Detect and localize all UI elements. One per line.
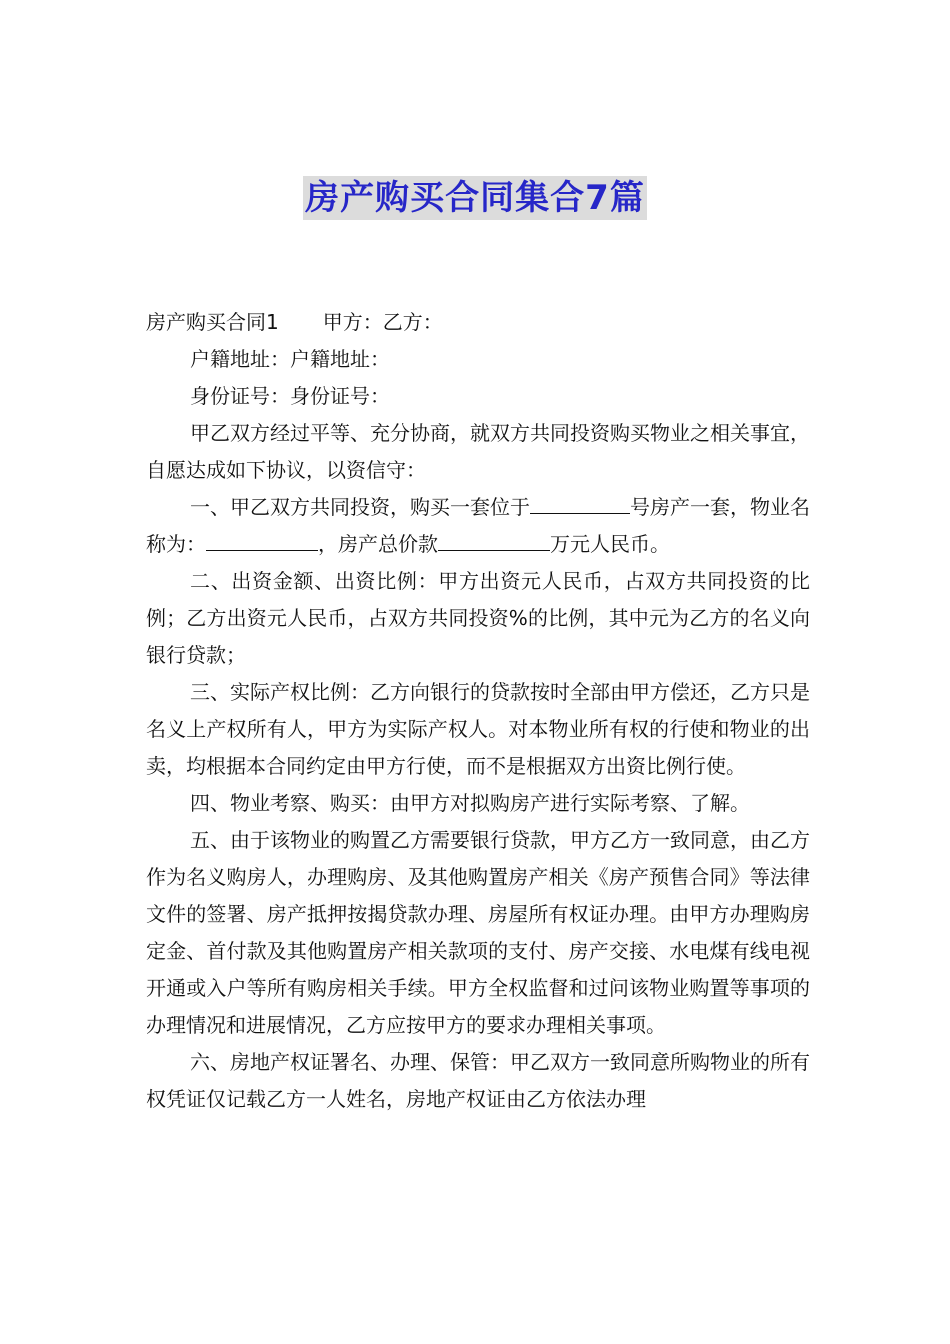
blank-property-name-field xyxy=(206,526,318,551)
intro-line xyxy=(146,304,810,341)
clause-1-text-a: 一、甲乙双方共同投资，购买一套位于 xyxy=(190,495,530,519)
clause-1-text-c: ，房产总价款 xyxy=(318,532,438,556)
document-title: 房产购买合同集合7篇 xyxy=(305,178,645,218)
id-line: 身份证号：身份证号： xyxy=(190,384,390,408)
clause-1-text-b: 号房产一套，物业名称为： xyxy=(146,495,810,556)
clause-1-text-d: 万元人民币。 xyxy=(550,532,670,556)
document-title-wrap xyxy=(0,176,950,220)
clause-6-paragraph: 六、房地产权证署名、办理、保管：甲乙双方一致同意所购物业的所有权凭证仅记载乙方一人姓名，房地产权证由乙方依法办理 xyxy=(146,1050,810,1111)
clause-2-paragraph: 二、出资金额、出资比例：甲方出资元人民币，占双方共同投资的比例；乙方出资元人民币，占双方共同投资%的比例，其中元为乙方的名义向银行贷款； xyxy=(146,569,810,667)
contract-label: 房产购买合同1 xyxy=(146,310,279,334)
parties-label: 甲方：乙方： xyxy=(322,310,443,334)
clause-5-paragraph: 五、由于该物业的购置乙方需要银行贷款，甲方乙方一致同意，由乙方作为名义购房人，办理购房、及其他购置房产相关《房产预售合同》等法律文件的签署、房产抵押按揭贷款办理、房屋所有权证办理。由甲方办理购房定金、首付款及其他购置房产相关款项的支付、房产交接、水电煤有线电视开通或入户等所有购房相关手续。甲方全权监督和过问该物业购置等事项的办理情况和进展情况，乙方应按甲方的要求办理相关事项。 xyxy=(146,828,810,1037)
document-body xyxy=(146,304,810,1118)
clause-4-paragraph: 四、物业考察、购买：由甲方对拟购房产进行实际考察、了解。 xyxy=(190,791,750,815)
preamble-paragraph: 甲乙双方经过平等、充分协商，就双方共同投资购买物业之相关事宜，自愿达成如下协议，以资信守： xyxy=(146,421,810,482)
blank-address-field xyxy=(530,489,630,514)
blank-total-price-field xyxy=(438,526,550,551)
clause-3-paragraph: 三、实际产权比例：乙方向银行的贷款按时全部由甲方偿还，乙方只是名义上产权所有人，甲方为实际产权人。对本物业所有权的行使和物业的出卖，均根据本合同约定由甲方行使，而不是根据双方出资比例行使。 xyxy=(146,680,810,778)
address-line: 户籍地址：户籍地址： xyxy=(190,347,390,371)
clause-1-paragraph xyxy=(146,489,810,563)
